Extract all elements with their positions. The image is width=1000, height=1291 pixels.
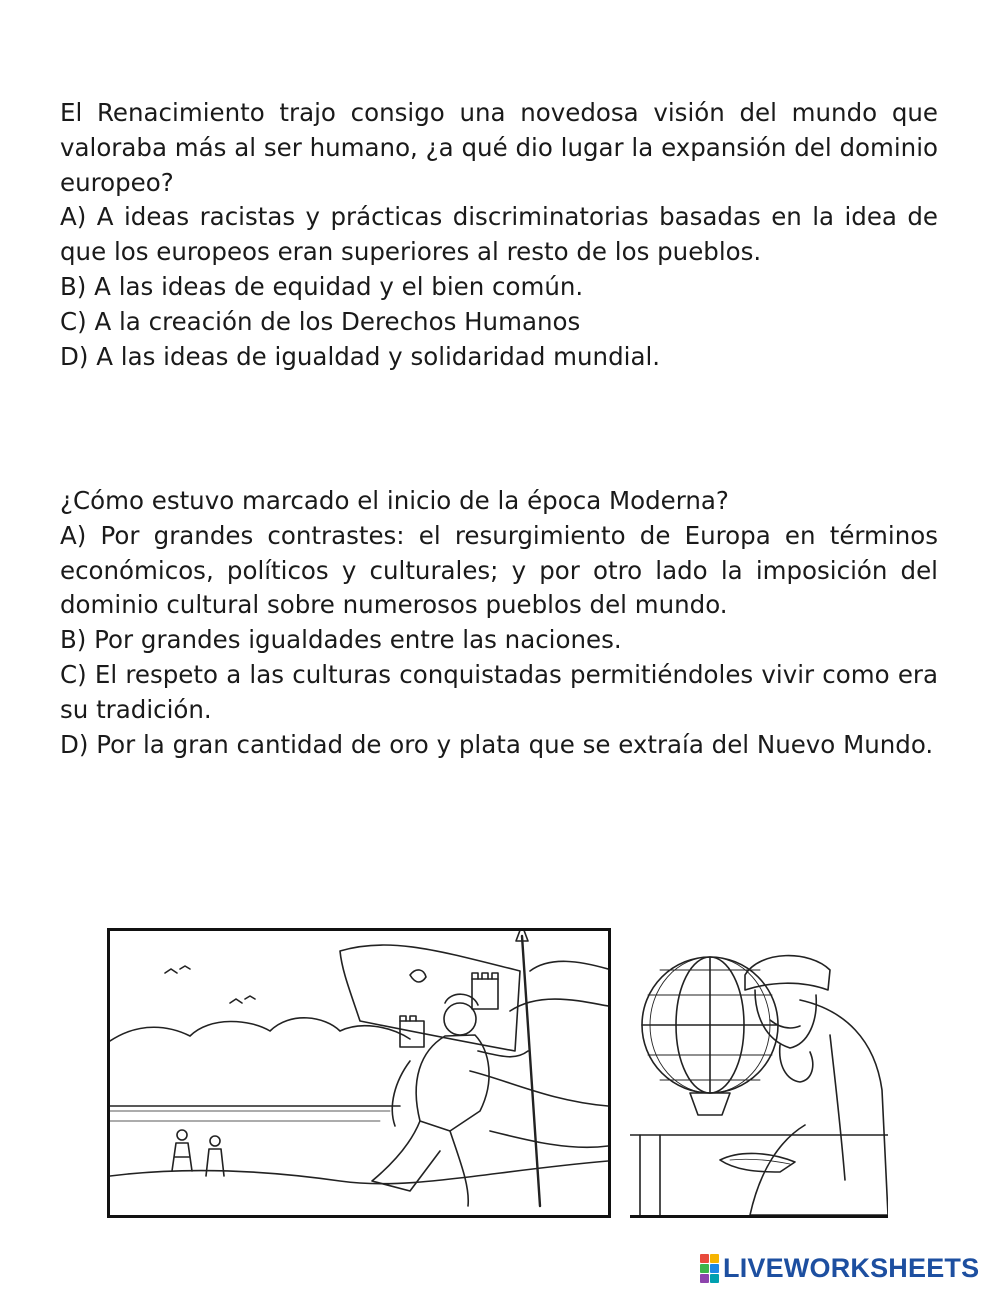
question-1-option-d: D) A las ideas de igualdad y solidaridad mundial. <box>60 341 661 371</box>
question-1-text: El Renacimiento trajo consigo una novedosa visión del mundo que valoraba más al ser humano, ¿a qué dio lugar la expansión del dominio europeo? <box>60 98 938 197</box>
question-2-option-b: B) Por grandes igualdades entre las naciones. <box>60 625 622 655</box>
question-1-option-c: C) A la creación de los Derechos Humanos <box>60 306 581 336</box>
question-2 <box>60 484 938 762</box>
question-2-option-a: A) Por grandes contrastes: el resurgimiento de Europa en términos económicos, políticos y culturales; y por otro lado la imposición del dominio cultural sobre numerosos pueblos del mundo. <box>60 520 938 620</box>
logo-text: LIVEWORKSHEETS <box>723 1252 980 1283</box>
liveworksheets-logo <box>700 1252 979 1284</box>
question-2-text: ¿Cómo estuvo marcado el inicio de la época Moderna? <box>60 486 729 515</box>
question-2-option-c: C) El respeto a las culturas conquistadas permitiéndoles vivir como era su tradición. <box>60 659 938 724</box>
scholar-globe-illustration <box>630 940 888 1218</box>
question-2-option-d: D) Por la gran cantidad de oro y plata que se extraía del Nuevo Mundo. <box>60 729 934 759</box>
question-1 <box>60 96 938 374</box>
logo-mark-icon <box>700 1254 719 1283</box>
question-1-option-b: B) A las ideas de equidad y el bien común. <box>60 271 584 301</box>
explorer-landing-illustration <box>107 928 611 1218</box>
question-1-option-a: A) A ideas racistas y prácticas discriminatorias basadas en la idea de que los europeos eran superiores al resto de los pueblos. <box>60 202 938 267</box>
